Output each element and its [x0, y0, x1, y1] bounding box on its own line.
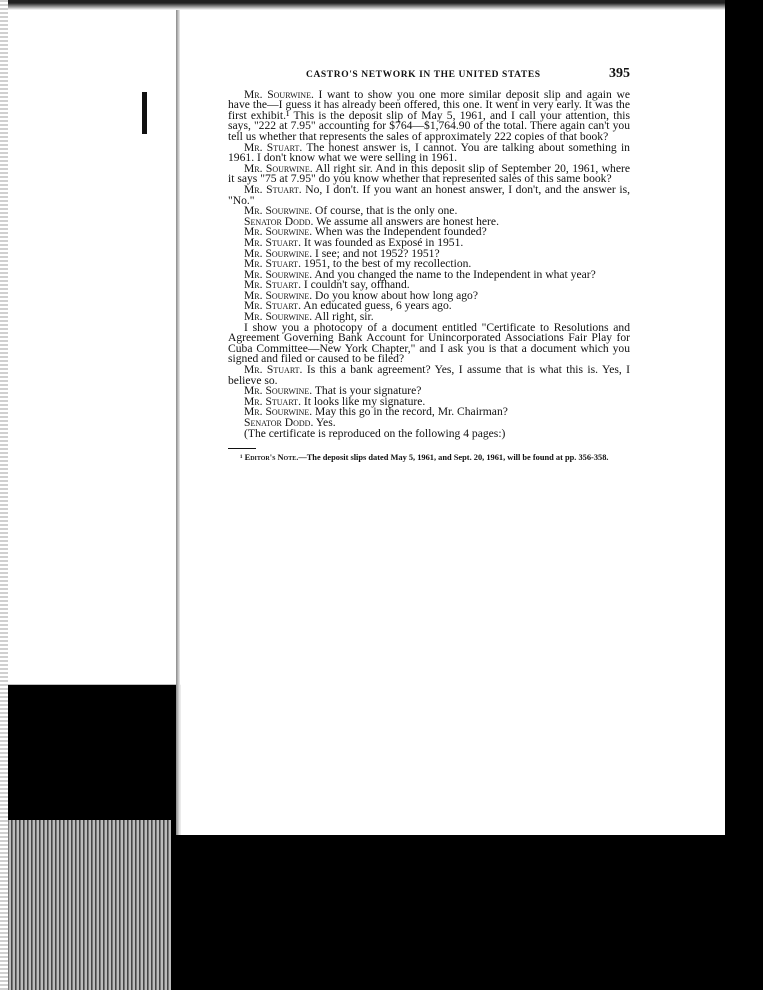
paragraph-text: (The certificate is reproduced on the following 4 pages:) [244, 426, 506, 440]
paragraph-text: When was the Independent founded? [314, 225, 487, 239]
footnote [228, 453, 630, 462]
transcript-paragraph [228, 161, 630, 186]
transcript-paragraph [228, 87, 630, 143]
page-header [228, 66, 630, 81]
running-head: CASTRO'S NETWORK IN THE UNITED STATES [306, 70, 541, 80]
transcript-paragraph [228, 140, 630, 165]
paragraph-text: And you changed the name to the Independent in what year? [314, 267, 596, 281]
transcript-paragraph [228, 426, 630, 440]
transcript-paragraph [228, 320, 630, 366]
page-text [228, 66, 630, 463]
speaker-name: Mr. Stuart. [244, 235, 301, 249]
speaker-name: Mr. Sourwine. [244, 405, 313, 419]
paragraph-text: Yes. [315, 416, 336, 429]
paragraph-text: 1951, to the best of my recollection. [303, 257, 472, 271]
speaker-name: Mr. Stuart. [244, 394, 301, 408]
speaker-name: Mr. Sourwine. [244, 204, 313, 218]
paragraph-text: I see; and not 1952? 1951? [315, 246, 440, 260]
speaker-name: Mr. Stuart. [244, 278, 301, 292]
speaker-name: Mr. Sourwine. [244, 246, 313, 260]
paragraph-text: It was founded as Exposé in 1951. [303, 235, 464, 249]
speaker-name: Mr. Sourwine. [244, 288, 313, 302]
paragraph-text: I couldn't say, offhand. [303, 278, 410, 292]
paragraph-text: The honest answer is, I cannot. You are talking about something in 1961. I don't know what we were selling in 1961. [228, 140, 630, 165]
paragraph-text: That is your signature? [314, 384, 422, 398]
paragraph-text: Is this a bank agreement? Yes, I assume that is what this is. Yes, I believe so. [228, 363, 630, 387]
book-spine-shadow [176, 10, 180, 835]
speaker-name: Mr. Sourwine. [244, 310, 313, 324]
paragraph-text: May this go in the record, Mr. Chairman? [315, 405, 508, 419]
scan-page-edges [8, 820, 171, 990]
paragraph-text: I show you a photocopy of a document entitled "Certificate to Resolutions and Agreement Governing Bank Account for Unincorporated Associations Fair Play for Cuba Committee—New York Chapter," and I ask you is that a document which you signed and filed or caused to be filed? [228, 320, 630, 366]
footnote-label: ¹ Editor's Note. [240, 453, 299, 463]
margin-mark [142, 92, 147, 134]
speaker-name: Mr. Stuart. [244, 257, 301, 271]
paragraph-text: All right, sir. [314, 310, 374, 324]
speaker-name: Mr. Stuart. [244, 363, 303, 377]
speaker-name: Mr. Sourwine. [244, 161, 313, 175]
scan-left-edge [0, 0, 8, 990]
speaker-name: Mr. Sourwine. [244, 384, 313, 398]
footnote-rule [228, 448, 256, 449]
paragraph-text: We assume all answers are honest here. [316, 214, 499, 228]
paragraph-text: All right sir. And in this deposit slip of September 20, 1961, where it says "75 at 7.95" do you know whether that represented sales of this same book? [228, 161, 630, 186]
paragraph-text: No, I don't. If you want an honest answer, I don't, and the answer is, "No." [228, 182, 630, 207]
paragraph-text: I want to show you one more similar deposit slip and again we have the—I guess it has already been offered, this one. It went in very early. It was the first exhibit.¹ This is the deposit slip of May 5, 1961, and I call your attention, this says, "222 at 7.95" accounting for $764—$1,764.90 of the total. There again can't you tell us whether that represents the sales of approximately 222 copies of that book? [228, 87, 630, 143]
speaker-name: Mr. Sourwine. [244, 225, 313, 239]
speaker-name: Mr. Sourwine. [244, 267, 313, 281]
transcript-paragraph [228, 182, 630, 207]
speaker-name: Senator Dodd. [244, 214, 314, 228]
transcript-paragraph [228, 365, 630, 386]
speaker-name: Mr. Sourwine. [244, 87, 314, 101]
speaker-name: Mr. Stuart. [244, 299, 301, 313]
speaker-name: Mr. Stuart. [244, 140, 303, 154]
transcript-body [228, 87, 630, 440]
speaker-name: Mr. Stuart. [244, 182, 302, 196]
paragraph-text: An educated guess, 6 years ago. [303, 299, 452, 313]
footnote-text: —The deposit slips dated May 5, 1961, and Sept. 20, 1961, will be found at pp. 356-358. [298, 453, 609, 463]
page-number: 395 [609, 66, 630, 81]
paragraph-text: Of course, that is the only one. [315, 204, 458, 218]
paragraph-text: It looks like my signature. [303, 394, 426, 408]
speaker-name: Senator Dodd. [244, 416, 314, 429]
paragraph-text: Do you know about how long ago? [315, 288, 478, 302]
